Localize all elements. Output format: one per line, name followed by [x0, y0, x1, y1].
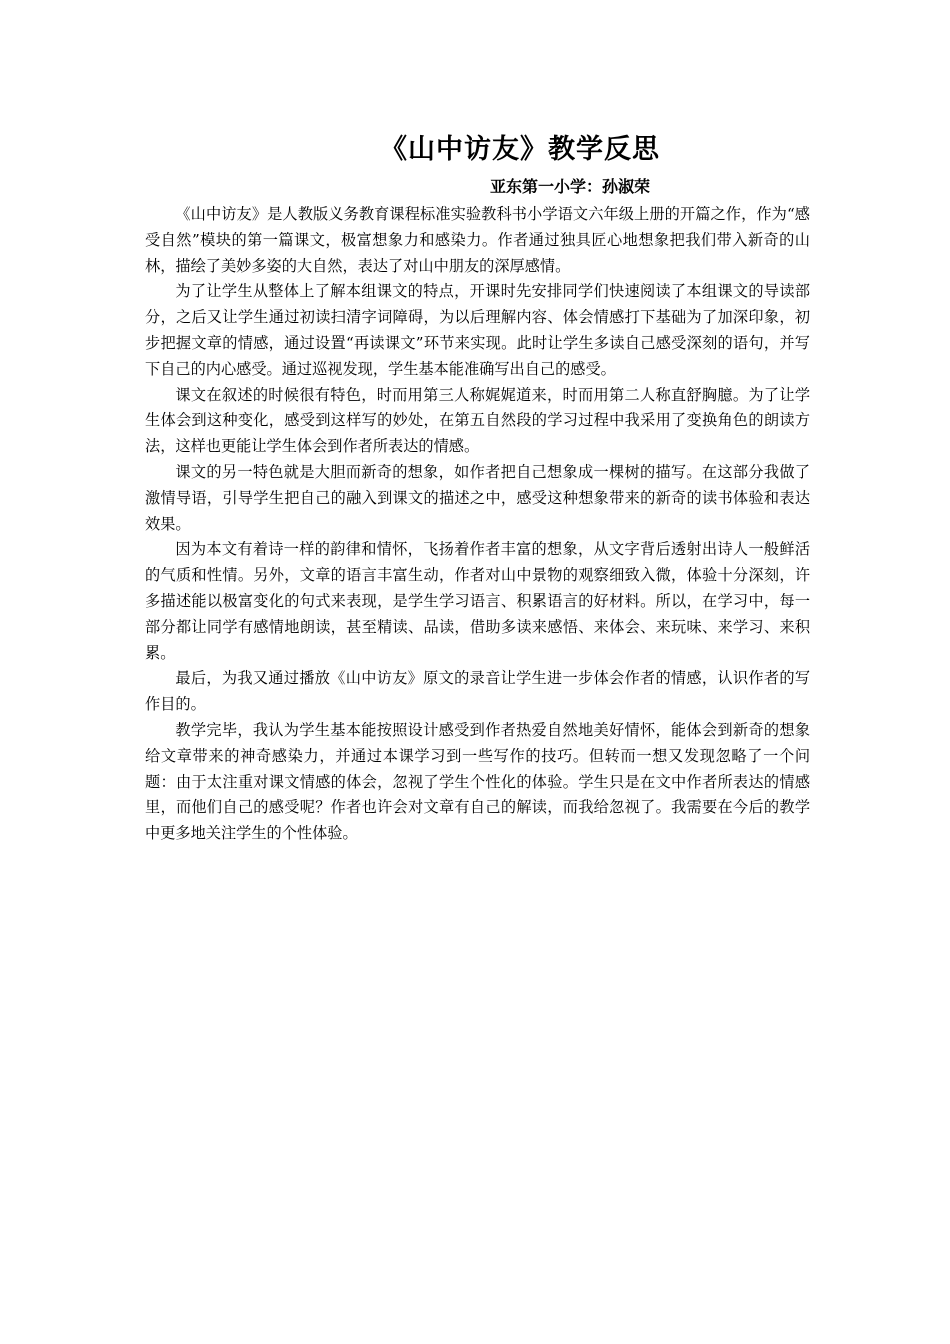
document-body: [145, 202, 810, 847]
paragraph: 为了让学生从整体上了解本组课文的特点，开课时先安排同学们快速阅读了本组课文的导读部分，之后又让学生通过初读扫清字词障碍，为以后理解内容、体会情感打下基础为了加深印象，初步把握文章的情感，通过设置“再读课文”环节来实现。此时让学生多读自己感受深刻的语句，并写下自己的内心感受。通过巡视发现，学生基本能准确写出自己的感受。: [145, 282, 810, 378]
paragraph: 《山中访友》是人教版义务教育课程标准实验教科书小学语文六年级上册的开篇之作，作为“感受自然”模块的第一篇课文，极富想象力和感染力。作者通过独具匠心地想象把我们带入新奇的山林，描绘了美妙多姿的大自然，表达了对山中朋友的深厚感情。: [145, 205, 810, 275]
paragraph: 最后，为我又通过播放《山中访友》原文的录音让学生进一步体会作者的情感，认识作者的写作目的。: [145, 669, 810, 714]
author-line: 亚东第一小学：孙淑荣: [490, 177, 651, 196]
paragraph: 教学完毕，我认为学生基本能按照设计感受到作者热爱自然地美好情怀，能体会到新奇的想象给文章带来的神奇感染力，并通过本课学习到一些写作的技巧。但转而一想又发现忽略了一个问题：由于太注重对课文情感的体会，忽视了学生个性化的体验。学生只是在文中作者所表达的情感里，而他们自己的感受呢？作者也许会对文章有自己的解读，而我给忽视了。我需要在今后的教学中更多地关注学生的个性体验。: [145, 720, 810, 843]
paragraph: 课文的另一特色就是大胆而新奇的想象，如作者把自己想象成一棵树的描写。在这部分我做了激情导语，引导学生把自己的融入到课文的描述之中，感受这种想象带来的新奇的读书体验和表达效果。: [145, 462, 810, 533]
paragraph: 因为本文有着诗一样的韵律和情怀，飞扬着作者丰富的想象，从文字背后透射出诗人一般鲜活的气质和性情。另外，文章的语言丰富生动，作者对山中景物的观察细致入微，体验十分深刻，许多描述能以极富变化的句式来表现，是学生学习语言、积累语言的好材料。所以，在学习中，每一部分都让同学有感情地朗读，甚至精读、品读，借助多读来感悟、来体会、来玩味、来学习、来积累。: [145, 540, 810, 662]
paragraph: 课文在叙述的时候很有特色，时而用第三人称娓娓道来，时而用第二人称直舒胸臆。为了让学生体会到这种变化，感受到这样写的妙处，在第五自然段的学习过程中我采用了变换角色的朗读方法，这样也更能让学生体会到作者所表达的情感。: [145, 385, 810, 456]
document-title: 《山中访友》教学反思: [380, 134, 660, 165]
